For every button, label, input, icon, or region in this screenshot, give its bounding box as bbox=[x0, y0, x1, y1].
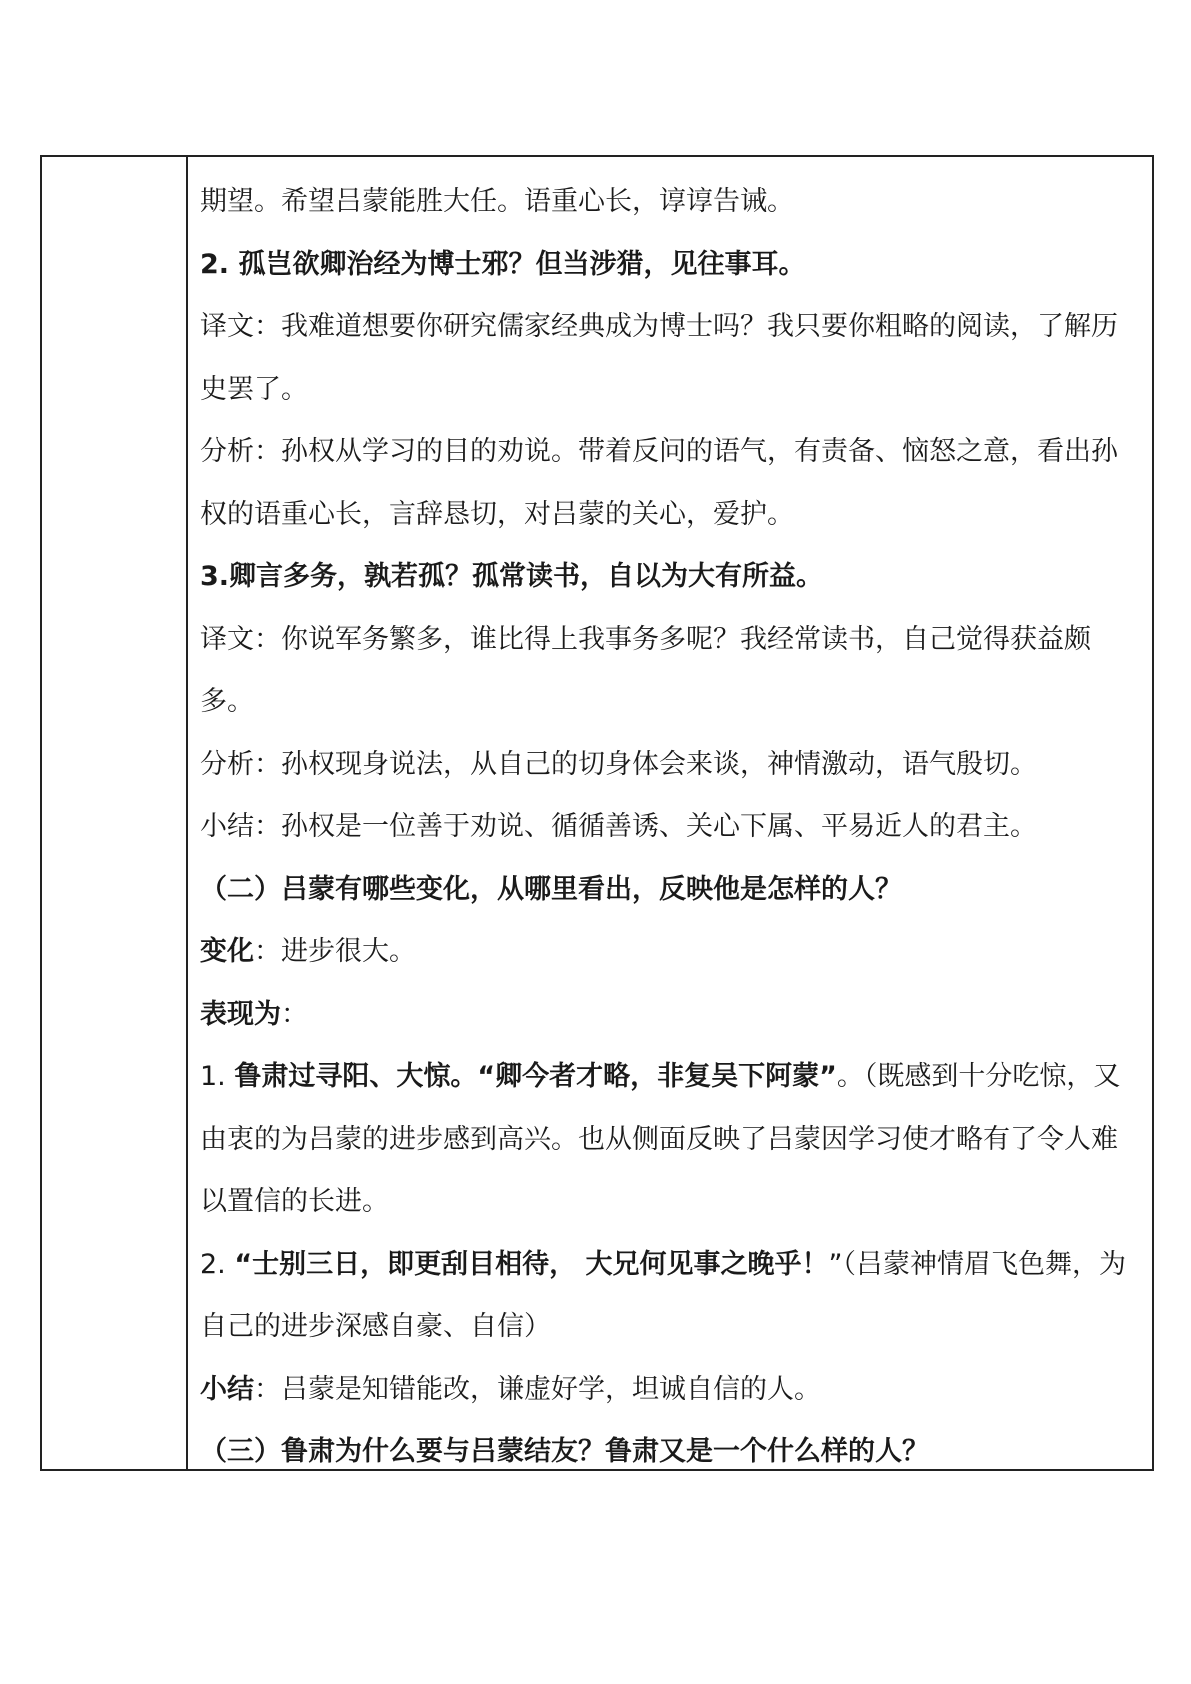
paragraph bbox=[200, 1421, 1144, 1469]
text-run: 期望。希望吕蒙能胜大任。语重心长，谆谆告诫。 bbox=[200, 186, 794, 217]
paragraph bbox=[200, 296, 1144, 421]
table-left-column bbox=[42, 157, 188, 1469]
text-run: 分析：孙权从学习的目的劝说。带着反问的语气，有责备、恼怒之意，看出孙权的语重心长，言辞恳切，对吕蒙的关心，爱护。 bbox=[200, 436, 1118, 530]
paragraph bbox=[200, 921, 1144, 984]
text-run: 分析：孙权现身说法，从自己的切身体会来谈，神情激动，语气殷切。 bbox=[200, 748, 1037, 780]
content-table bbox=[40, 155, 1154, 1471]
bold-text-run: （三）鲁肃为什么要与吕蒙结友？鲁肃又是一个什么样的人？ bbox=[200, 1436, 929, 1467]
text-run: 。（既感到十分吃惊，又由衷的为吕蒙的进步感到高兴。也从侧面反映了吕蒙因学习使才略有了令人难以置信的长进。 bbox=[200, 1061, 1121, 1217]
text-run: 译文：我难道想要你研究儒家经典成为博士吗？我只要你粗略的阅读，了解历史罢了。 bbox=[200, 311, 1118, 405]
text-run: ：进步很大。 bbox=[254, 936, 416, 967]
paragraph bbox=[200, 1359, 1144, 1422]
paragraph bbox=[200, 421, 1144, 546]
text-run: 译文：你说军务繁多，谁比得上我事务多呢？我经常读书，自己觉得获益颇多。 bbox=[200, 623, 1091, 717]
bold-text-run: 表现为 bbox=[200, 998, 281, 1030]
text-run: 1. bbox=[200, 1061, 235, 1092]
paragraph bbox=[200, 546, 1144, 609]
text-run: ：吕蒙是知错能改，谦虚好学，坦诚自信的人。 bbox=[254, 1373, 821, 1405]
bold-text-run: （二）吕蒙有哪些变化，从哪里看出，反映他是怎样的人？ bbox=[200, 873, 902, 905]
bold-text-run: 变化 bbox=[200, 936, 254, 967]
paragraph bbox=[200, 984, 1144, 1047]
bold-text-run: “士别三日，即更刮目相待， 大兄何见事之晚乎！ bbox=[234, 1248, 829, 1280]
text-run: ： bbox=[281, 998, 308, 1030]
text-run: 小结：孙权是一位善于劝说、循循善诱、关心下属、平易近人的君主。 bbox=[200, 811, 1037, 842]
bold-text-run: 3.卿言多务，孰若孤？孤常读书，自以为大有所益。 bbox=[200, 561, 824, 592]
paragraph bbox=[200, 859, 1144, 922]
paragraph bbox=[200, 1234, 1144, 1359]
bold-text-run: 2. 孤岂欲卿治经为博士邪？但当涉猎，见往事耳。 bbox=[200, 248, 806, 280]
paragraph bbox=[200, 234, 1144, 297]
paragraph bbox=[200, 796, 1144, 859]
table-content-cell bbox=[188, 157, 1152, 1469]
paragraph bbox=[200, 1046, 1144, 1234]
paragraph bbox=[200, 171, 1144, 234]
bold-text-run: 小结 bbox=[200, 1373, 254, 1405]
text-run: 2. bbox=[200, 1248, 235, 1280]
text-run: ”（吕蒙神情眉飞色舞，为自己的进步深感自豪、自信） bbox=[200, 1248, 1126, 1342]
paragraph bbox=[200, 734, 1144, 797]
bold-text-run: 鲁肃过寻阳、大惊。“卿今者才略，非复吴下阿蒙” bbox=[234, 1061, 837, 1092]
paragraph bbox=[200, 609, 1144, 734]
